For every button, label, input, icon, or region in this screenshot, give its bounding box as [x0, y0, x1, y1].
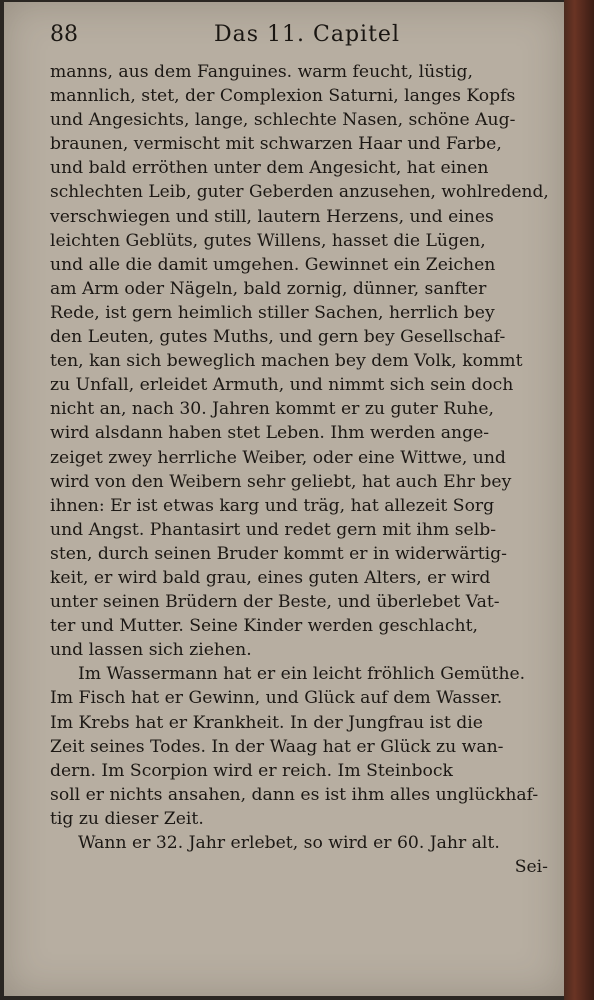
text-line: zu Unfall, erleidet Armuth, und nimmt sich sein doch [50, 375, 514, 396]
running-head: Das 11. Capitel [214, 22, 400, 47]
text-line: leichten Geblüts, gutes Willens, hasset die Lügen, [50, 230, 486, 251]
text-line: Im Krebs hat er Krankheit. In der Jungfrau ist die [50, 712, 483, 733]
text-line: wird alsdann haben stet Leben. Ihm werden ange- [50, 423, 490, 444]
text-line: Rede, ist gern heimlich stiller Sachen, herrlich bey [50, 302, 495, 323]
text-line: Zeit seines Todes. In der Waag hat er Glück zu wan- [50, 736, 504, 757]
text-line: Im Fisch hat er Gewinn, und Glück auf dem Wasser. [50, 688, 503, 709]
page-header [44, 20, 544, 50]
text-line: verschwiegen und still, lautern Herzens, und eines [50, 206, 494, 227]
text-line: ihnen: Er ist etwas karg und träg, hat allezeit Sorg [50, 495, 495, 516]
text-line: soll er nichts ansahen, dann es ist ihm alles unglückhaf- [50, 784, 539, 805]
text-line: und bald erröthen unter dem Angesicht, hat einen [50, 158, 489, 179]
text-line: wird von den Weibern sehr geliebt, hat auch Ehr bey [50, 471, 512, 492]
book-cover-edge [564, 0, 594, 1000]
text-line: und Angesichts, lange, schlechte Nasen, schöne Aug- [50, 110, 516, 131]
text-line: Wann er 32. Jahr erlebet, so wird er 60. Jahr alt. [78, 833, 500, 853]
text-line: tig zu dieser Zeit. [50, 808, 204, 829]
catchword: Sei- [514, 857, 548, 878]
text-line: ter und Mutter. Seine Kinder werden geschlacht, [50, 616, 478, 637]
book-page [4, 2, 564, 996]
text-line: schlechten Leib, guter Geberden anzusehen, wohlredend, [50, 182, 549, 203]
text-line: dern. Im Scorpion wird er reich. Im Steinbock [50, 760, 453, 781]
page-number: 88 [50, 22, 78, 47]
text-line: braunen, vermischt mit schwarzen Haar und Farbe, [50, 134, 502, 155]
text-line: sten, durch seinen Bruder kommt er in widerwärtig- [50, 543, 507, 564]
text-line: nicht an, nach 30. Jahren kommt er zu guter Ruhe, [50, 399, 494, 420]
text-line: zeiget zwey herrliche Weiber, oder eine Wittwe, und [50, 447, 506, 468]
text-line: am Arm oder Nägeln, bald zornig, dünner, sanfter [50, 278, 487, 299]
text-line: und alle die damit umgehen. Gewinnet ein Zeichen [50, 254, 496, 275]
text-line: den Leuten, gutes Muths, und gern bey Gesellschaf- [50, 327, 506, 348]
text-line: und Angst. Phantasirt und redet gern mit ihm selb- [50, 519, 497, 540]
text-line: und lassen sich ziehen. [50, 640, 252, 661]
text-line: manns, aus dem Fanguines. warm feucht, lüstig, [50, 62, 473, 82]
text-line: unter seinen Brüdern der Beste, und überlebet Vat- [50, 592, 500, 613]
body-text [50, 60, 554, 879]
text-line: mannlich, stet, der Complexion Saturni, langes Kopfs [50, 86, 516, 107]
text-line: Im Wassermann hat er ein leicht fröhlich Gemüthe. [78, 664, 526, 685]
text-line: keit, er wird bald grau, eines guten Alters, er wird [50, 567, 491, 588]
text-line: ten, kan sich beweglich machen bey dem Volk, kommt [50, 351, 523, 372]
